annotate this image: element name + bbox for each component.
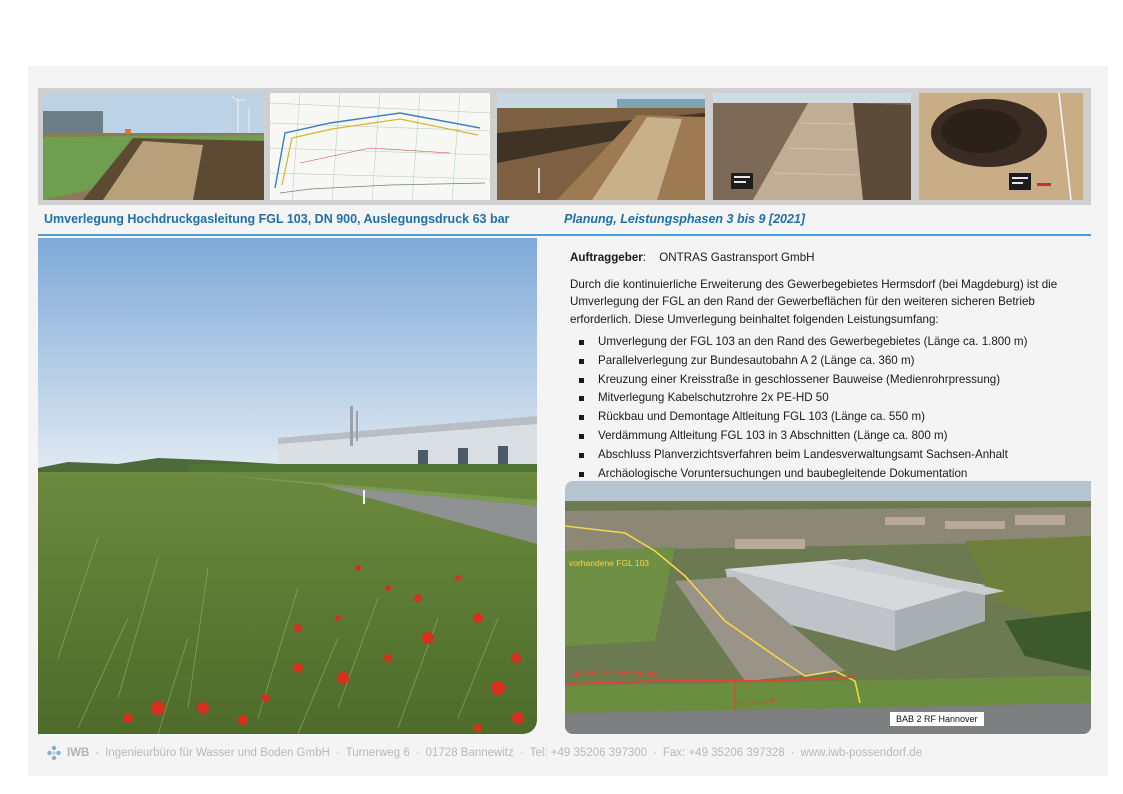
bullet-square-icon — [579, 378, 584, 383]
footer-website-link[interactable]: www.iwb-possendorf.de — [800, 747, 922, 759]
services-list — [570, 333, 1090, 482]
photo-archaeological-find — [919, 93, 1083, 200]
iwb-logo-icon — [46, 745, 62, 761]
client-line — [570, 249, 1090, 267]
footer-separator: · — [653, 747, 657, 759]
bullet-square-icon — [579, 415, 584, 420]
bullet-square-icon — [579, 340, 584, 345]
footer-company: Ingenieurbüro für Wasser und Boden GmbH — [105, 747, 330, 759]
service-item: Abschluss Planverzichtsverfahren beim Landesverwaltungsamt Sachsen-Anhalt — [576, 446, 1090, 464]
footer-separator: · — [415, 747, 420, 759]
project-title: Umverlegung Hochdruckgasleitung FGL 103, DN 900, Auslegungsdruck 63 bar — [44, 212, 510, 226]
bullet-square-icon — [579, 434, 584, 439]
bullet-square-icon — [579, 453, 584, 458]
aerial-photo-route — [565, 481, 1091, 734]
footer-brand: IWB — [67, 747, 90, 759]
photo-excavated-strip — [497, 93, 705, 200]
footer-fax: Fax: +49 35206 397328 — [662, 747, 785, 759]
footer-separator: · — [790, 747, 795, 759]
footer-phone: Tel: +49 35206 397300 — [529, 747, 648, 759]
label-distance: ca. 40,00 m — [740, 698, 776, 707]
photo-archaeology-survey-strip — [713, 93, 911, 200]
photo-strip — [38, 88, 1091, 205]
footer-city: 01728 Bannewitz — [425, 747, 514, 759]
bullet-square-icon — [579, 359, 584, 364]
footer-separator: · — [335, 747, 340, 759]
service-item: Parallelverlegung zur Bundesautobahn A 2 (Länge ca. 360 m) — [576, 352, 1090, 370]
title-divider — [38, 234, 1091, 236]
bullet-square-icon — [579, 396, 584, 401]
footer-dash: - — [95, 747, 100, 759]
label-existing-pipeline: vorhandene FGL 103 — [569, 558, 650, 568]
footer-street: Turnerweg 6 — [345, 747, 410, 759]
main-photo-field-poppies — [38, 238, 537, 734]
service-item: Umverlegung der FGL 103 an den Rand des Gewerbegebietes (Länge ca. 1.800 m) — [576, 333, 1090, 351]
photo-trench-beside-motorway — [43, 93, 264, 200]
service-item: Kreuzung einer Kreisstraße in geschlossener Bauweise (Medienrohrpressung) — [576, 371, 1090, 389]
service-item: Rückbau und Demontage Altleitung FGL 103 (Länge ca. 550 m) — [576, 408, 1090, 426]
client-label: Auftraggeber — [570, 251, 643, 264]
label-motorway: BAB 2 RF Hannover — [890, 712, 984, 726]
title-row — [44, 212, 1094, 232]
project-phase: Planung, Leistungsphasen 3 bis 9 [2021] — [564, 212, 806, 226]
client-separator: : — [642, 251, 647, 264]
service-item: Archäologische Voruntersuchungen und baubegleitende Dokumentation — [576, 465, 1090, 483]
footer-separator: · — [519, 747, 524, 759]
service-item: Mitverlegung Kabelschutzrohre 2x PE-HD 50 — [576, 389, 1090, 407]
label-planned-route: geplante Umverlegung — [573, 668, 659, 678]
photo-route-plan-drawing — [270, 93, 490, 200]
project-description: Durch die kontinuierliche Erweiterung des Gewerbegebietes Hermsdorf (bei Magdeburg) ist die Umverlegung der FGL an den Rand der Gewerbeflächen für den weiteren sicheren Betrieb erforderlich. Diese Umverlegung beinhaltet folgenden Leistungsumfang: — [570, 277, 1058, 326]
bullet-square-icon — [579, 472, 584, 477]
client-name: ONTRAS Gastransport GmbH — [659, 251, 815, 264]
service-item: Verdämmung Altleitung FGL 103 in 3 Abschnitten (Länge ca. 800 m) — [576, 427, 1090, 445]
footer — [46, 744, 922, 762]
project-description-block — [570, 249, 1090, 483]
